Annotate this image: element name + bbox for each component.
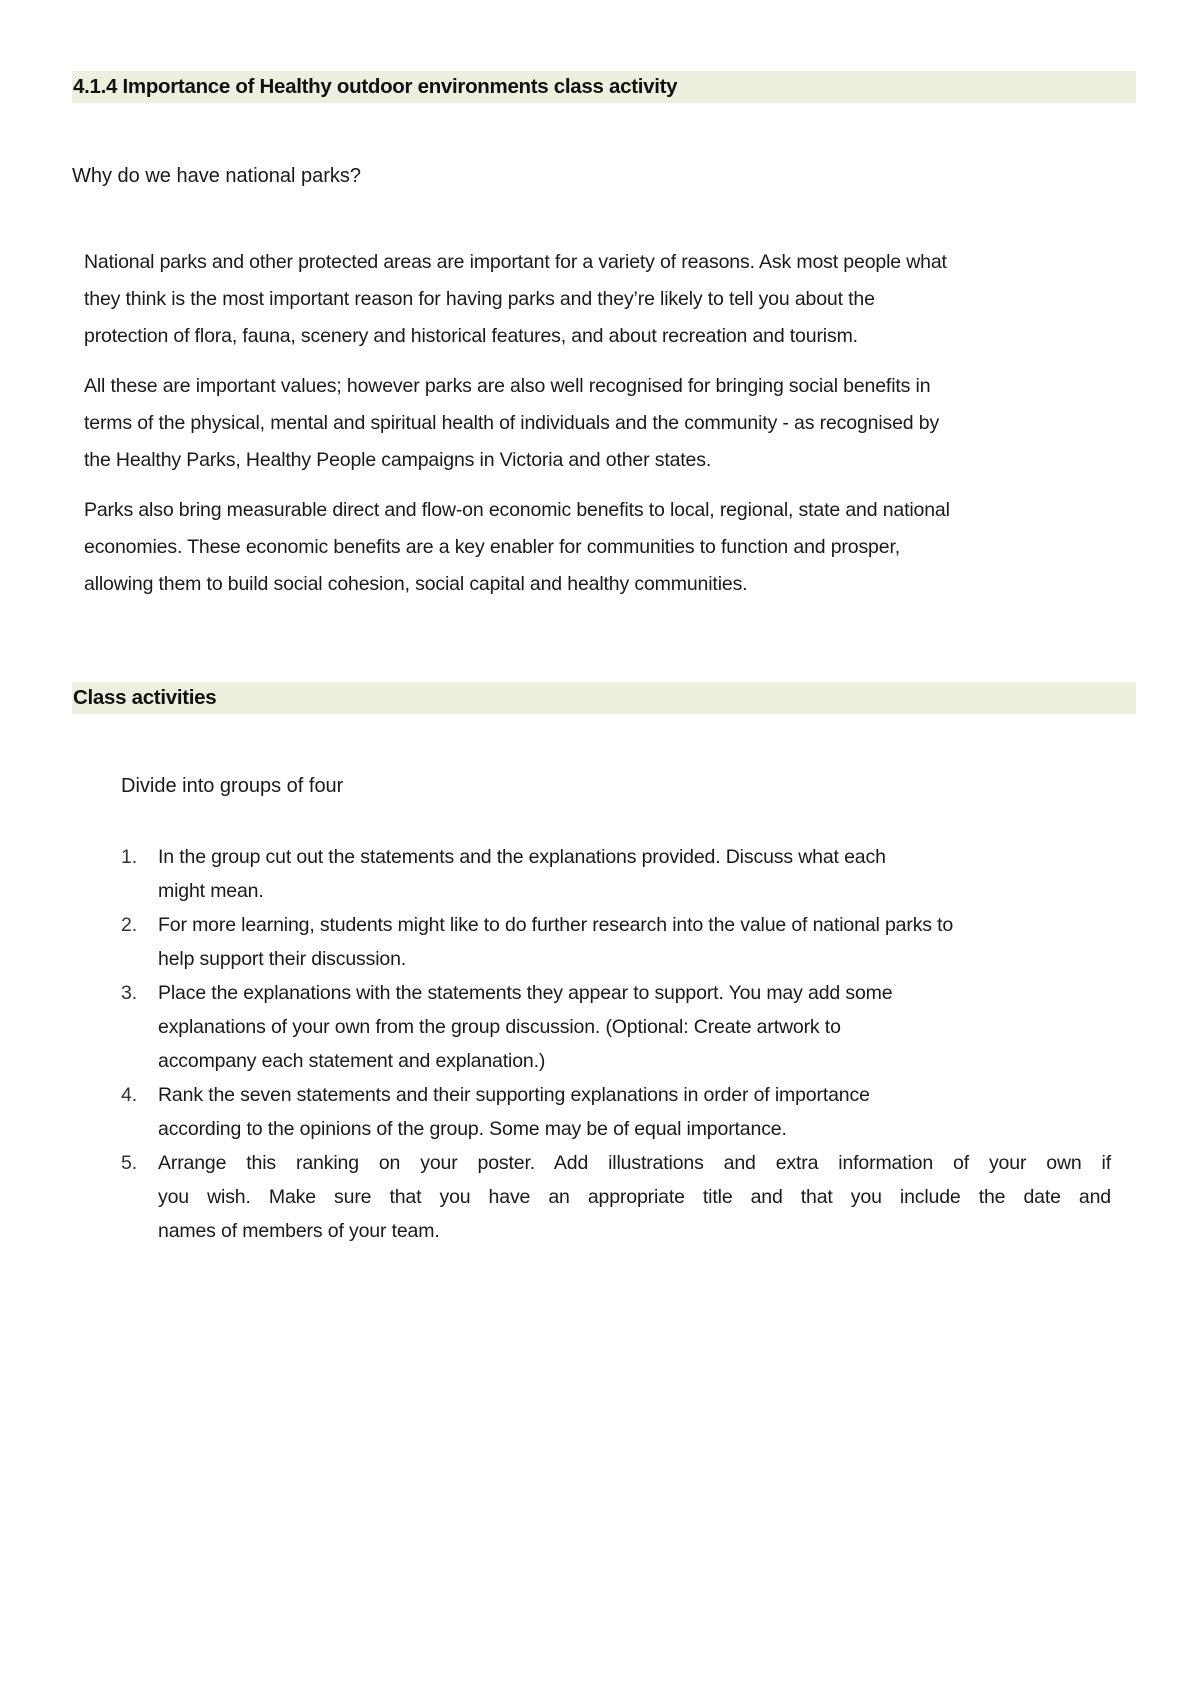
text-line: protection of flora, fauna, scenery and historical features, and about recreation and tourism.	[84, 325, 858, 347]
text-line: Rank the seven statements and their supporting explanations in order of importance	[158, 1084, 870, 1106]
intro-text	[84, 244, 1144, 616]
text-line: according to the opinions of the group. Some may be of equal importance.	[158, 1118, 787, 1140]
text-line: allowing them to build social cohesion, social capital and healthy communities.	[84, 573, 748, 595]
text-line: For more learning, students might like to do further research into the value of national parks to	[158, 914, 954, 936]
step-number: 4.	[121, 1084, 137, 1106]
text-line: the Healthy Parks, Healthy People campaigns in Victoria and other states.	[84, 449, 712, 471]
text-line: names of members of your team.	[158, 1220, 440, 1242]
text-line: help support their discussion.	[158, 948, 407, 970]
text-line: economies. These economic benefits are a key enabler for communities to function and prosper,	[84, 536, 900, 558]
page-title: 4.1.4 Importance of Healthy outdoor environments class activity	[72, 71, 1136, 103]
intro-paragraph	[84, 244, 1144, 355]
text-line: All these are important values; however parks are also well recognised for bringing social benefits in	[84, 375, 931, 397]
text-line: In the group cut out the statements and the explanations provided. Discuss what each	[158, 846, 886, 868]
text-line: terms of the physical, mental and spiritual health of individuals and the community - as recognised by	[84, 412, 940, 434]
step-number: 5.	[121, 1152, 137, 1174]
intro-paragraph	[84, 492, 1144, 603]
activity-steps-list	[121, 840, 1111, 1248]
section-question: Why do we have national parks?	[72, 165, 362, 187]
list-item	[121, 908, 1111, 976]
text-line: explanations of your own from the group discussion. (Optional: Create artwork to	[158, 1016, 841, 1038]
divide-instruction: Divide into groups of four	[121, 775, 344, 797]
text-line: Parks also bring measurable direct and flow-on economic benefits to local, regional, state and national	[84, 499, 950, 521]
intro-paragraph	[84, 368, 1144, 479]
text-line: Place the explanations with the statements they appear to support. You may add some	[158, 982, 893, 1004]
activities-heading: Class activities	[72, 682, 1136, 714]
text-line: accompany each statement and explanation.)	[158, 1050, 546, 1072]
step-number: 2.	[121, 914, 137, 936]
text-line: National parks and other protected areas are important for a variety of reasons. Ask most people what	[84, 251, 947, 273]
text-line: Arrange this ranking on your poster. Add illustrations and extra information of your own if	[158, 1152, 1111, 1174]
step-number: 3.	[121, 982, 137, 1004]
text-line: they think is the most important reason for having parks and they’re likely to tell you about the	[84, 288, 875, 310]
list-item	[121, 1078, 1111, 1146]
step-number: 1.	[121, 846, 137, 868]
list-item	[121, 1146, 1111, 1248]
text-line: might mean.	[158, 880, 264, 902]
list-item	[121, 840, 1111, 908]
text-line: you wish. Make sure that you have an appropriate title and that you include the date and	[158, 1186, 1111, 1208]
list-item	[121, 976, 1111, 1078]
